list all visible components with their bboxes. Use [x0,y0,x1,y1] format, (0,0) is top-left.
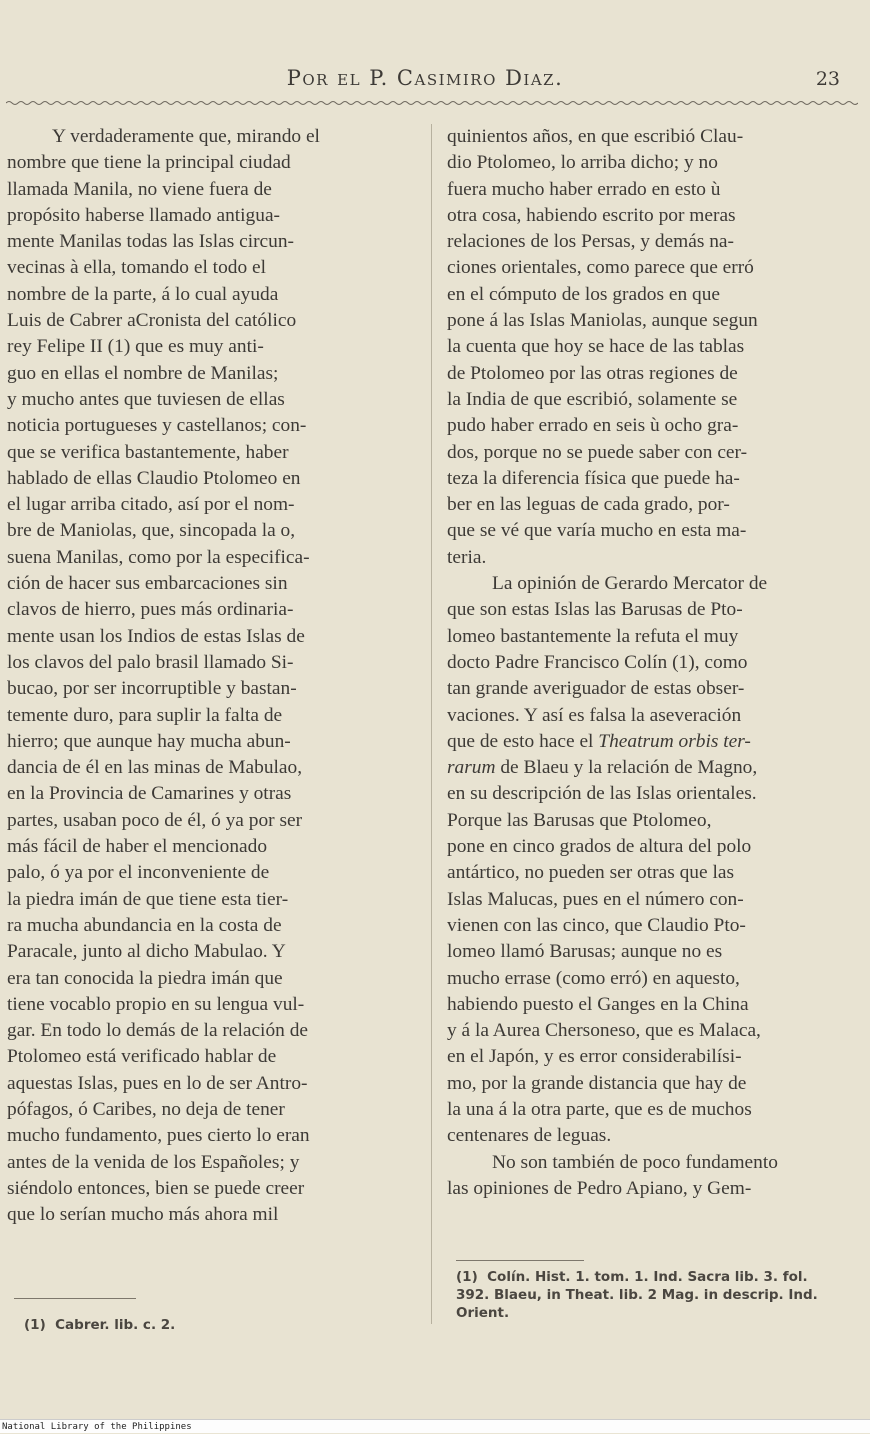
text-line: mente Manilas todas las Islas circun- [7,231,295,253]
text-line: centenares de leguas. [447,1125,612,1147]
text-line: Paracale, junto al dicho Mabulao. Y [7,941,286,963]
text-line: mente usan los Indios de estas Islas de [7,625,305,647]
text-line: Luis de Cabrer aCronista del católico [7,310,297,332]
text-line: tiene vocablo propio en su lengua vul- [7,993,305,1015]
text-line: y mucho antes que tuviesen de ellas [7,388,285,410]
text-line: la una á la otra parte, que es de muchos [447,1098,752,1120]
text-line: pófagos, ó Caribes, no deja de tener [7,1098,285,1120]
text-line: habiendo puesto el Ganges en la China [447,993,749,1015]
text-line: vaciones. Y así es falsa la aseveración [447,704,742,726]
text-line: Y verdaderamente que, mirando el [52,126,320,147]
text-line: ciones orientales, como parece que erró [447,257,754,279]
text-line: era tan conocida la piedra imán que [7,967,283,989]
italic-title: Theatrum orbis ter- [598,730,751,752]
footnote-line: Orient. [456,1305,510,1321]
text-line: vienen con las cinco, que Claudio Pto- [447,914,746,936]
text-line: guo en ellas el nombre de Manilas; [7,362,279,384]
right-footnote-rule [456,1260,584,1261]
text-line: Ptolomeo está verificado hablar de [7,1046,277,1068]
text-line: la piedra imán de que tiene esta tier- [7,888,289,910]
text-line: nombre que tiene la principal ciudad [7,152,291,174]
page-number: 23 [815,68,840,90]
text-line: y á la Aurea Chersoneso, que es Malaca, [447,1020,761,1042]
text-line: suena Manilas, como por la especifica- [7,546,310,568]
text-line: otra cosa, habiendo escrito por meras [447,204,736,226]
text-line: dio Ptolomeo, lo arriba dicho; y no [447,152,718,174]
text-line: ra mucha abundancia en la costa de [7,914,282,936]
text-line: propósito haberse llamado antigua- [7,204,281,226]
footnote-line: 392. Blaeu, in Theat. lib. 2 Mag. in descrip. Ind. [456,1287,818,1303]
text-line: que son estas Islas las Barusas de Pto- [447,599,743,621]
left-footnote-rule [14,1298,136,1299]
text-line: bucao, por ser incorruptible y bastan- [7,678,297,700]
text-line: clavos de hierro, pues más ordinaria- [7,599,294,621]
text-line: docto Padre Francisco Colín (1), como [447,651,748,673]
right-footnote [456,1268,818,1322]
text-line: lomeo llamó Barusas; aunque no es [447,941,723,963]
text-line: palo, ó ya por el inconveniente de [7,862,270,884]
text-line: tan grande averiguador de estas obser- [447,678,745,700]
text-line: que se verifica bastantemente, haber [7,441,289,463]
left-footnote: (1) Cabrer. lib. c. 2. [24,1317,176,1333]
running-head [0,66,870,96]
text-span: de Blaeu y la relación de Magno, [495,757,758,779]
text-line: noticia portugueses y castellanos; con- [7,415,307,437]
text-line: Porque las Barusas que Ptolomeo, [447,809,712,831]
text-line: en el Japón, y es error considerabilísi- [447,1046,742,1068]
text-line: ber en las leguas de cada grado, por- [447,494,730,516]
text-line: ción de hacer sus embarcaciones sin [7,573,288,595]
text-line: antes de la venida de los Españoles; y [7,1151,300,1173]
text-line: en su descripción de las Islas orientales. [447,783,757,805]
text-line: No son también de poco fundamento [492,1151,778,1173]
library-credit: National Library of the Philippines [0,1419,870,1433]
text-line: aquestas Islas, pues en lo de ser Antro- [7,1072,308,1094]
column-divider [431,124,432,1324]
text-line: pudo haber errado en seis ù ocho gra- [447,415,739,437]
text-line: temente duro, para suplir la falta de [7,704,283,726]
text-line: de Ptolomeo por las otras regiones de [447,362,738,384]
right-column [447,124,865,1202]
text-line: que se vé que varía mucho en esta ma- [447,520,747,542]
footnote-line: (1) Colín. Hist. 1. tom. 1. Ind. Sacra lib. 3. fol. [456,1269,808,1285]
text-line: lomeo bastantemente la refuta el muy [447,625,739,647]
text-line: pone en cinco grados de altura del polo [447,836,752,858]
text-line [447,729,865,755]
text-line: el lugar arriba citado, así por el nom- [7,494,295,516]
running-title: Por el P. Casimiro Diaz. [286,66,564,90]
text-line: Islas Malucas, pues en el número con- [447,888,744,910]
text-line: en el cómputo de los grados en que [447,283,721,305]
text-line: teria. [447,546,487,568]
text-line: siéndolo entonces, bien se puede creer [7,1177,305,1199]
text-line: partes, usaban poco de él, ó ya por ser [7,809,303,831]
text-line: la cuenta que hoy se hace de las tablas [447,336,745,358]
text-line: más fácil de haber el mencionado [7,836,268,858]
text-line: gar. En todo lo demás de la relación de [7,1020,308,1042]
text-line: hablado de ellas Claudio Ptolomeo en [7,467,301,489]
text-line: bre de Maniolas, que, sincopada la o, [7,520,296,542]
text-line: La opinión de Gerardo Mercator de [492,573,768,595]
italic-title: rarum [447,757,496,779]
text-line: dancia de él en las minas de Mabulao, [7,757,303,779]
text-line: mucho errase (como erró) en aquesto, [447,967,740,989]
text-line: que lo serían mucho más ahora mil [7,1204,279,1226]
text-line: pone á las Islas Maniolas, aunque segun [447,310,758,332]
text-line: en la Provincia de Camarines y otras [7,783,292,805]
text-line: hierro; que aunque hay mucha abun- [7,730,291,752]
text-line: nombre de la parte, á lo cual ayuda [7,283,279,305]
ornamental-rule [6,100,858,106]
text-line: llamada Manila, no viene fuera de [7,178,272,200]
text-span: que de esto hace el [447,730,599,752]
text-line: mo, por la grande distancia que hay de [447,1072,747,1094]
text-line: la India de que escribió, solamente se [447,388,738,410]
text-line: quinientos años, en que escribió Clau- [447,126,744,147]
text-line: rey Felipe II (1) que es muy anti- [7,336,264,358]
text-line: los clavos del palo brasil llamado Si- [7,651,294,673]
text-line: dos, porque no se puede saber con cer- [447,441,748,463]
text-line: las opiniones de Pedro Apiano, y Gem- [447,1177,752,1199]
text-line: vecinas à ella, tomando el todo el [7,257,266,279]
text-line: teza la diferencia física que puede ha- [447,467,740,489]
left-column [7,124,425,1228]
text-line: mucho fundamento, pues cierto lo eran [7,1125,310,1147]
text-line [447,755,865,781]
text-line: antártico, no pueden ser otras que las [447,862,734,884]
text-line: relaciones de los Persas, y demás na- [447,231,734,253]
text-line: fuera mucho haber errado en esto ù [447,178,721,200]
